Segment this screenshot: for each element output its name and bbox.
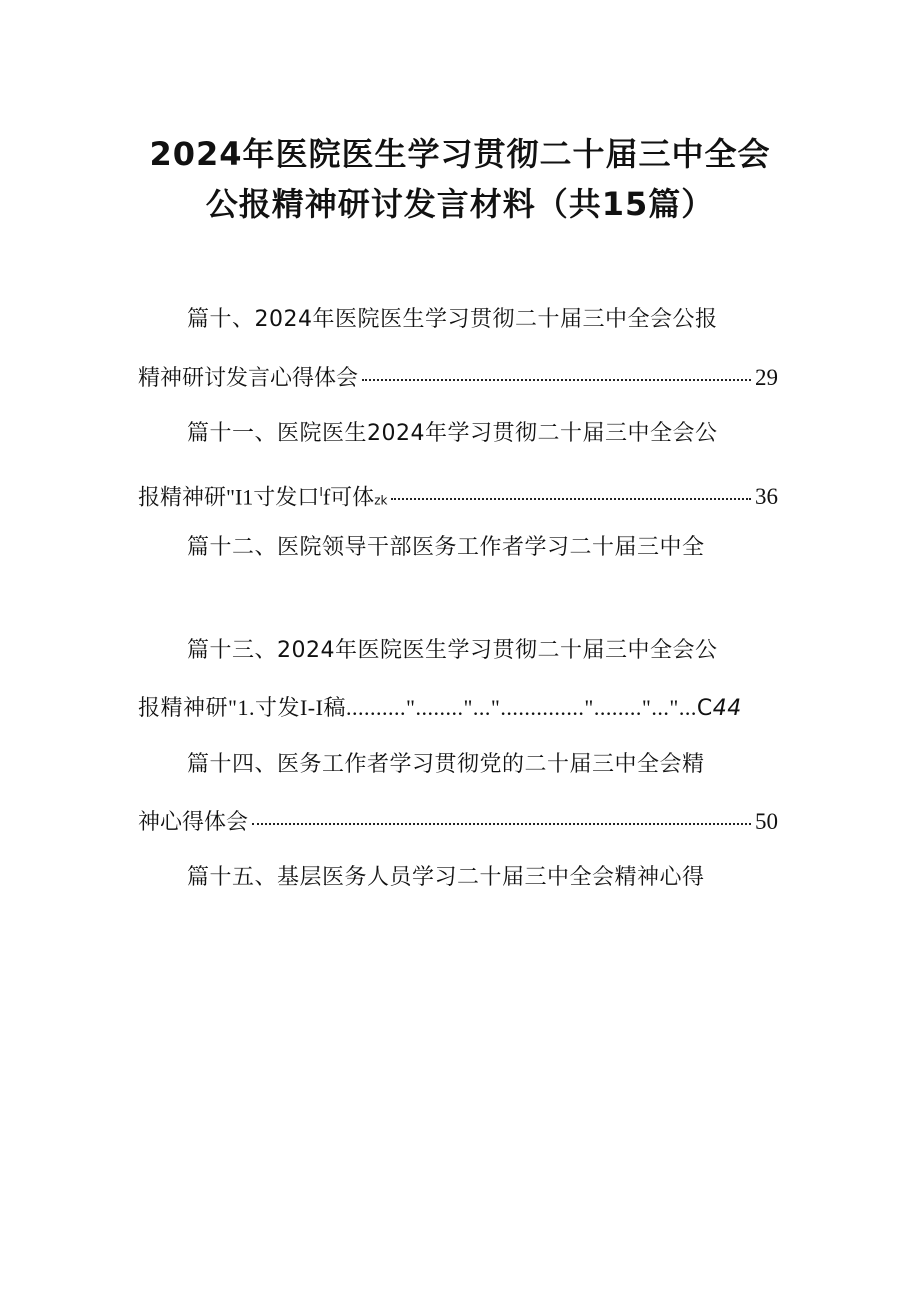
dot-leader <box>391 498 751 500</box>
toc-entry-13-tail <box>697 696 742 721</box>
toc-entry-13-text: 报精神研"1.寸发I-I稿.........."........"...".............."........"..."... <box>138 695 697 720</box>
toc-entry-11-text-a: 报精神研"I1寸发口 <box>138 484 320 510</box>
document-title-line-1: 2024年医院医生学习贯彻二十届三中全会 <box>149 135 771 173</box>
toc-entry-11-text-c: f可体 <box>322 484 375 510</box>
toc-entry-15-line-1: 篇十五、基层医务人员学习二十届三中全会精神心得 <box>187 865 705 890</box>
toc-entry-13-page: 44 <box>712 696 742 721</box>
document-title-line-2: 公报精神研讨发言材料（共15篇） <box>205 185 715 223</box>
toc-entry-13-tail-c: C <box>696 696 713 721</box>
toc-entry-11-line-1: 篇十一、医院医生2024年学习贯彻二十届三中全会公 <box>187 421 718 446</box>
toc-entry-14-page: 50 <box>755 809 778 834</box>
dot-leader <box>252 823 751 825</box>
toc-entry-11-text <box>138 478 387 514</box>
toc-entry-14-line-2 <box>138 808 778 837</box>
dot-leader <box>362 379 751 381</box>
toc-entry-13-line-2 <box>138 694 742 723</box>
toc-entry-14-text: 神心得体会 <box>138 810 249 835</box>
toc-entry-11-page: 36 <box>755 484 778 510</box>
toc-entry-11-text-b: I <box>319 485 323 499</box>
toc-entry-10-line-2 <box>138 364 778 393</box>
toc-entry-12-line-1: 篇十二、医院领导干部医务工作者学习二十届三中全 <box>187 535 705 560</box>
toc-entry-14-line-1: 篇十四、医务工作者学习贯彻党的二十届三中全会精 <box>187 752 705 777</box>
toc-entry-13-line-1: 篇十三、2024年医院医生学习贯彻二十届三中全会公 <box>187 638 718 663</box>
toc-entry-10-text: 精神研讨发言心得体会 <box>138 366 359 391</box>
toc-entry-10-page: 29 <box>755 365 778 390</box>
toc-entry-11-text-d: zk <box>374 493 388 508</box>
toc-entry-11-line-2 <box>138 478 778 514</box>
toc-entry-10-line-1: 篇十、2024年医院医生学习贯彻二十届三中全会公报 <box>187 307 718 332</box>
